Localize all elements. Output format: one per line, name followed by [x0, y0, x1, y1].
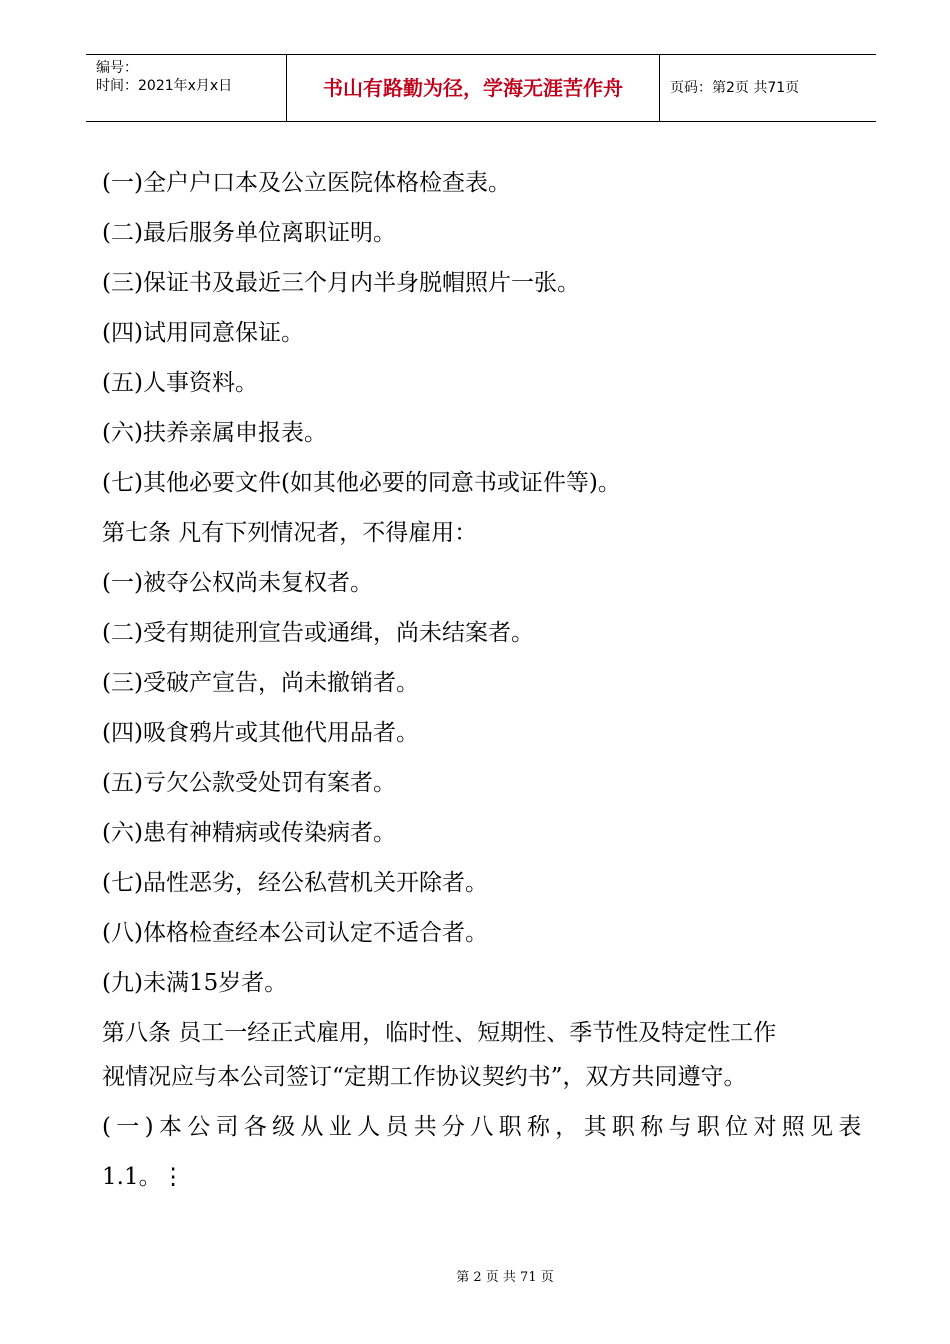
- body-line: (一)本公司各级从业人员共分八职称，其职称与职位对照见表: [102, 1114, 862, 1140]
- body-line: (三)保证书及最近三个月内半身脱帽照片一张。: [102, 270, 580, 296]
- body-line: (九)未满15岁者。: [102, 970, 288, 996]
- body-line: (五)亏欠公款受处罚有案者。: [102, 770, 396, 796]
- body-line: (一)全户户口本及公立医院体格检查表。: [102, 170, 511, 196]
- body-line: (八)体格检查经本公司认定不适合者。: [102, 920, 488, 946]
- document-header: [86, 54, 876, 122]
- body-line: (二)最后服务单位离职证明。: [102, 220, 396, 246]
- header-page-info: 页码：第2页 共71页: [670, 80, 800, 96]
- header-motto: 书山有路勤为径，学海无涯苦作舟: [287, 55, 660, 121]
- body-line: (五)人事资料。: [102, 370, 258, 396]
- body-line: (四)试用同意保证。: [102, 320, 304, 346]
- body-line: 视情况应与本公司签订“定期工作协议契约书”，双方共同遵守。: [102, 1064, 747, 1090]
- document-time-label: 时间：2021年x月x日: [96, 78, 233, 94]
- body-line: (六)扶养亲属申报表。: [102, 420, 327, 446]
- document-number-label: 编号：: [96, 60, 138, 76]
- body-line: (七)品性恶劣，经公私营机关开除者。: [102, 870, 488, 896]
- article-heading: 第七条 凡有下列情况者，不得雇用：: [102, 520, 478, 546]
- body-line: (一)被夺公权尚未复权者。: [102, 570, 373, 596]
- page-footer: [0, 1266, 950, 1285]
- article-heading: 第八条 员工一经正式雇用，临时性、短期性、季节性及特定性工作: [102, 1020, 777, 1046]
- body-line: (三)受破产宣告，尚未撤销者。: [102, 670, 419, 696]
- footer-page-number: 第 2 页 共 71 页: [456, 1270, 554, 1285]
- body-line: (四)吸食鸦片或其他代用品者。: [102, 720, 419, 746]
- body-line: (七)其他必要文件(如其他必要的同意书或证件等)。: [102, 470, 621, 496]
- body-line: (六)患有神精病或传染病者。: [102, 820, 396, 846]
- body-line: (二)受有期徒刑宣告或通缉，尚未结案者。: [102, 620, 534, 646]
- document-body: [102, 160, 862, 1204]
- header-meta-cell: [86, 55, 287, 121]
- body-line: 1.1。⋮: [102, 1164, 185, 1190]
